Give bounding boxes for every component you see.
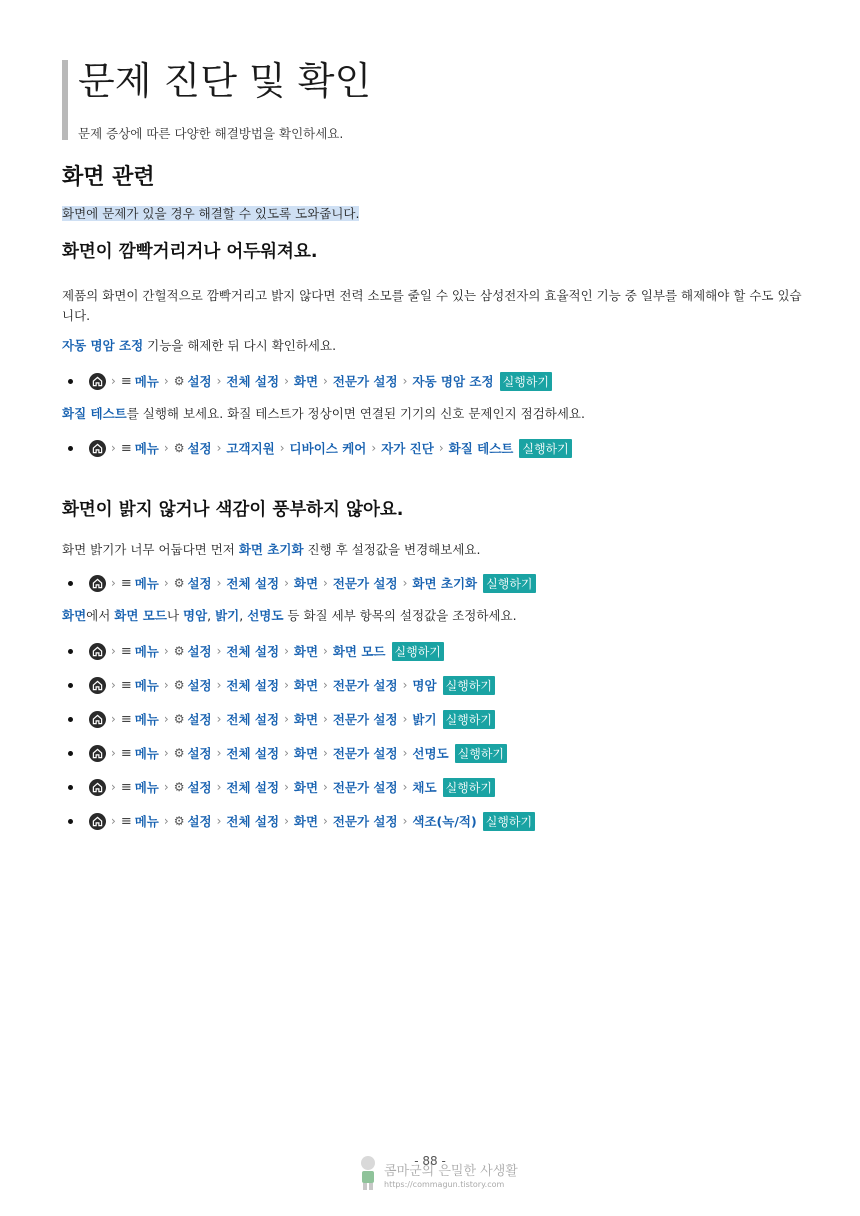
contrast-link[interactable]: 명암	[183, 608, 208, 623]
chevron-right-icon: ›	[284, 746, 289, 760]
bullet	[68, 379, 73, 384]
chevron-right-icon: ›	[323, 780, 328, 794]
menu-path-item[interactable]: 설정	[187, 576, 212, 591]
chevron-right-icon: ›	[402, 746, 408, 760]
run-button[interactable]: 실행하기	[443, 676, 495, 695]
home-icon[interactable]	[89, 745, 106, 762]
brightness-paragraph: 화면 밝기가 너무 어둡다면 먼저 화면 초기화 진행 후 설정값을 변경해보세요.	[62, 542, 481, 557]
chevron-right-icon: ›	[111, 678, 116, 692]
chevron-right-icon: ›	[163, 814, 169, 828]
run-button[interactable]: 실행하기	[392, 642, 444, 661]
menu-path-item[interactable]: 전문가 설정	[332, 712, 398, 727]
menu-icon: ≡	[120, 677, 132, 693]
menu-path-item[interactable]: 메뉴	[134, 644, 159, 659]
run-button[interactable]: 실행하기	[483, 574, 535, 593]
menu-path-item[interactable]: 전체 설정	[226, 576, 280, 591]
chevron-right-icon: ›	[216, 678, 222, 692]
subsection-heading-brightness: 화면이 밝지 않거나 색감이 풍부하지 않아요.	[62, 500, 404, 520]
menu-path-item[interactable]: 고객지원	[226, 441, 275, 456]
menu-icon: ≡	[120, 813, 132, 829]
chevron-right-icon: ›	[438, 441, 444, 455]
bullet	[68, 751, 73, 756]
menu-path-item[interactable]: 화면 초기화	[412, 576, 478, 591]
chevron-right-icon: ›	[402, 576, 408, 590]
chevron-right-icon: ›	[111, 712, 116, 726]
run-button[interactable]: 실행하기	[443, 710, 495, 729]
picture-settings-paragraph: 화면에서 화면 모드나 명암, 밝기, 선명도 등 화질 세부 항목의 설정값을 조정하세요.	[62, 608, 517, 623]
page-title: 문제 진단 및 확인	[78, 59, 372, 103]
chevron-right-icon: ›	[323, 576, 328, 590]
chevron-right-icon: ›	[216, 576, 222, 590]
chevron-right-icon: ›	[163, 644, 169, 658]
chevron-right-icon: ›	[216, 746, 222, 760]
menu-path-item[interactable]: 설정	[187, 374, 212, 389]
menu-path-item[interactable]: 메뉴	[134, 712, 159, 727]
bullet	[68, 683, 73, 688]
menu-path-item[interactable]: 설정	[187, 712, 212, 727]
menu-path-item[interactable]: 전문가 설정	[332, 780, 398, 795]
menu-path	[68, 572, 536, 594]
title-accent-bar	[62, 60, 68, 140]
home-icon[interactable]	[89, 677, 106, 694]
chevron-right-icon: ›	[216, 644, 222, 658]
menu-path	[68, 776, 495, 798]
menu-path-item[interactable]: 메뉴	[134, 780, 159, 795]
menu-icon: ≡	[120, 711, 132, 727]
chevron-right-icon: ›	[284, 780, 289, 794]
menu-icon: ≡	[120, 575, 132, 591]
menu-path-item[interactable]: 전체 설정	[226, 780, 280, 795]
menu-path-item[interactable]: 전체 설정	[226, 746, 280, 761]
run-button[interactable]: 실행하기	[443, 778, 495, 797]
chevron-right-icon: ›	[402, 678, 408, 692]
picture-test-paragraph: 화질 테스트를 실행해 보세요. 화질 테스트가 정상이면 연결된 기기의 신호 문제인지 점검하세요.	[62, 406, 585, 421]
sharpness-link[interactable]: 선명도	[247, 608, 284, 623]
chevron-right-icon: ›	[284, 814, 289, 828]
menu-path-item[interactable]: 화면	[293, 780, 319, 795]
menu-path-item[interactable]: 메뉴	[134, 814, 159, 829]
menu-path-item[interactable]: 명암	[412, 678, 437, 693]
chevron-right-icon: ›	[111, 780, 116, 794]
chevron-right-icon: ›	[216, 374, 222, 388]
chevron-right-icon: ›	[111, 746, 116, 760]
chevron-right-icon: ›	[323, 814, 328, 828]
gear-icon: ⚙	[173, 644, 185, 658]
bullet	[68, 581, 73, 586]
home-icon[interactable]	[89, 643, 106, 660]
menu-path	[68, 742, 507, 764]
menu-path-item[interactable]: 메뉴	[134, 746, 159, 761]
chevron-right-icon: ›	[111, 644, 116, 658]
menu-path-item[interactable]: 메뉴	[134, 678, 159, 693]
chevron-right-icon: ›	[163, 441, 169, 455]
flicker-paragraph: 제품의 화면이 간헐적으로 깜빡거리고 밝지 않다면 전력 소모를 줄일 수 있는 삼성전자의 효율적인 기능 중 일부를 해제해야 할 수도 있습니다.	[62, 288, 802, 323]
bullet	[68, 649, 73, 654]
bullet	[68, 785, 73, 790]
subsection-heading-flicker: 화면이 깜빡거리거나 어두워져요.	[62, 242, 318, 262]
chevron-right-icon: ›	[402, 814, 408, 828]
menu-path-item[interactable]: 전체 설정	[226, 678, 280, 693]
menu-icon: ≡	[120, 745, 132, 761]
picture-link[interactable]: 화면	[62, 608, 87, 623]
menu-path-item[interactable]: 설정	[187, 644, 212, 659]
chevron-right-icon: ›	[284, 644, 289, 658]
menu-path-item[interactable]: 전체 설정	[226, 814, 280, 829]
menu-path-item[interactable]: 화면	[293, 678, 319, 693]
picture-mode-link[interactable]: 화면 모드	[114, 608, 167, 623]
chevron-right-icon: ›	[216, 441, 222, 455]
menu-path	[68, 640, 444, 662]
menu-path-item[interactable]: 설정	[187, 441, 212, 456]
page-subtitle: 문제 증상에 따른 다양한 해결방법을 확인하세요.	[78, 126, 344, 141]
chevron-right-icon: ›	[163, 678, 169, 692]
run-button[interactable]: 실행하기	[500, 372, 552, 391]
chevron-right-icon: ›	[371, 441, 377, 455]
gear-icon: ⚙	[173, 441, 185, 455]
menu-path-item[interactable]: 설정	[187, 746, 212, 761]
run-button[interactable]: 실행하기	[519, 439, 571, 458]
menu-path-item[interactable]: 전문가 설정	[332, 576, 398, 591]
chevron-right-icon: ›	[323, 374, 328, 388]
chevron-right-icon: ›	[163, 374, 169, 388]
menu-path-item[interactable]: 전문가 설정	[332, 746, 398, 761]
menu-path-item[interactable]: 화면	[293, 644, 319, 659]
chevron-right-icon: ›	[216, 712, 222, 726]
chevron-right-icon: ›	[323, 746, 328, 760]
auto-contrast-link[interactable]: 자동 명암 조정	[62, 338, 144, 353]
menu-path-item[interactable]: 화면	[293, 814, 319, 829]
gear-icon: ⚙	[173, 780, 185, 794]
chevron-right-icon: ›	[402, 780, 408, 794]
menu-path-item[interactable]: 전체 설정	[226, 712, 280, 727]
home-icon[interactable]	[89, 575, 106, 592]
home-icon[interactable]	[89, 779, 106, 796]
menu-path-item[interactable]: 메뉴	[134, 374, 159, 389]
brightness-link[interactable]: 밝기	[215, 608, 240, 623]
menu-path-item[interactable]: 메뉴	[134, 576, 159, 591]
chevron-right-icon: ›	[279, 441, 285, 455]
chevron-right-icon: ›	[284, 576, 289, 590]
chevron-right-icon: ›	[111, 374, 116, 388]
menu-icon: ≡	[120, 440, 132, 456]
menu-icon: ≡	[120, 779, 132, 795]
menu-path-item[interactable]: 화면 모드	[332, 644, 386, 659]
menu-path-item[interactable]: 메뉴	[134, 441, 159, 456]
watermark-url: https://commagun.tistory.com	[384, 1180, 505, 1189]
menu-path	[68, 674, 495, 696]
menu-path-item[interactable]: 설정	[187, 814, 212, 829]
menu-path-item[interactable]: 전문가 설정	[332, 678, 398, 693]
menu-path	[68, 810, 535, 832]
chevron-right-icon: ›	[111, 576, 116, 590]
gear-icon: ⚙	[173, 746, 185, 760]
chevron-right-icon: ›	[216, 814, 222, 828]
watermark-text: 콤마군의 은밀한 사생활	[384, 1164, 518, 1179]
highlighted-intro: 화면에 문제가 있을 경우 해결할 수 있도록 도와줍니다.	[62, 206, 360, 221]
picture-test-link[interactable]: 화질 테스트	[62, 406, 127, 421]
chevron-right-icon: ›	[323, 644, 328, 658]
chevron-right-icon: ›	[163, 780, 169, 794]
menu-path-item[interactable]: 전체 설정	[226, 374, 280, 389]
chevron-right-icon: ›	[402, 374, 408, 388]
menu-icon: ≡	[120, 643, 132, 659]
menu-icon: ≡	[120, 373, 132, 389]
chevron-right-icon: ›	[163, 576, 169, 590]
menu-path-item[interactable]: 화면	[293, 746, 319, 761]
menu-path-item[interactable]: 화면	[293, 712, 319, 727]
gear-icon: ⚙	[173, 678, 185, 692]
chevron-right-icon: ›	[216, 780, 222, 794]
gear-icon: ⚙	[173, 576, 185, 590]
menu-path-item[interactable]: 디바이스 케어	[289, 441, 367, 456]
section-heading: 화면 관련	[62, 165, 155, 190]
gear-icon: ⚙	[173, 374, 185, 388]
home-icon[interactable]	[89, 813, 106, 830]
home-icon[interactable]	[89, 373, 106, 390]
run-button[interactable]: 실행하기	[455, 744, 507, 763]
chevron-right-icon: ›	[284, 678, 289, 692]
menu-path-item[interactable]: 선명도	[412, 746, 449, 761]
chevron-right-icon: ›	[163, 746, 169, 760]
menu-path-item[interactable]: 색조(녹/적)	[412, 814, 477, 829]
chevron-right-icon: ›	[284, 374, 289, 388]
chevron-right-icon: ›	[323, 712, 328, 726]
menu-path	[68, 708, 495, 730]
chevron-right-icon: ›	[402, 712, 408, 726]
menu-path-item[interactable]: 설정	[187, 678, 212, 693]
gear-icon: ⚙	[173, 712, 185, 726]
bullet	[68, 819, 73, 824]
auto-contrast-paragraph: 자동 명암 조정 기능을 해제한 뒤 다시 확인하세요.	[62, 338, 337, 353]
watermark-avatar-icon	[358, 1154, 378, 1192]
menu-path-item[interactable]: 전문가 설정	[332, 814, 398, 829]
section-intro	[62, 204, 807, 224]
watermark	[358, 1154, 518, 1194]
menu-path	[68, 437, 572, 459]
menu-path-item[interactable]: 자가 진단	[381, 441, 434, 456]
home-icon[interactable]	[89, 711, 106, 728]
chevron-right-icon: ›	[111, 814, 116, 828]
run-button[interactable]: 실행하기	[483, 812, 535, 831]
menu-path-item[interactable]: 화면	[293, 576, 319, 591]
menu-path-item[interactable]: 전체 설정	[226, 644, 280, 659]
page-number: - 88 -	[414, 1154, 446, 1168]
menu-path-item[interactable]: 전문가 설정	[332, 374, 398, 389]
bullet	[68, 717, 73, 722]
chevron-right-icon: ›	[163, 712, 169, 726]
bullet	[68, 446, 73, 451]
menu-path	[68, 370, 552, 392]
menu-path-item[interactable]: 화질 테스트	[448, 441, 514, 456]
menu-path-item[interactable]: 자동 명암 조정	[412, 374, 494, 389]
menu-path-item[interactable]: 채도	[412, 780, 437, 795]
chevron-right-icon: ›	[284, 712, 289, 726]
menu-path-item[interactable]: 설정	[187, 780, 212, 795]
menu-path-item[interactable]: 밝기	[412, 712, 437, 727]
home-icon[interactable]	[89, 440, 106, 457]
menu-path-item[interactable]: 화면	[293, 374, 319, 389]
picture-reset-link[interactable]: 화면 초기화	[238, 542, 304, 557]
chevron-right-icon: ›	[111, 441, 116, 455]
gear-icon: ⚙	[173, 814, 185, 828]
chevron-right-icon: ›	[323, 678, 328, 692]
